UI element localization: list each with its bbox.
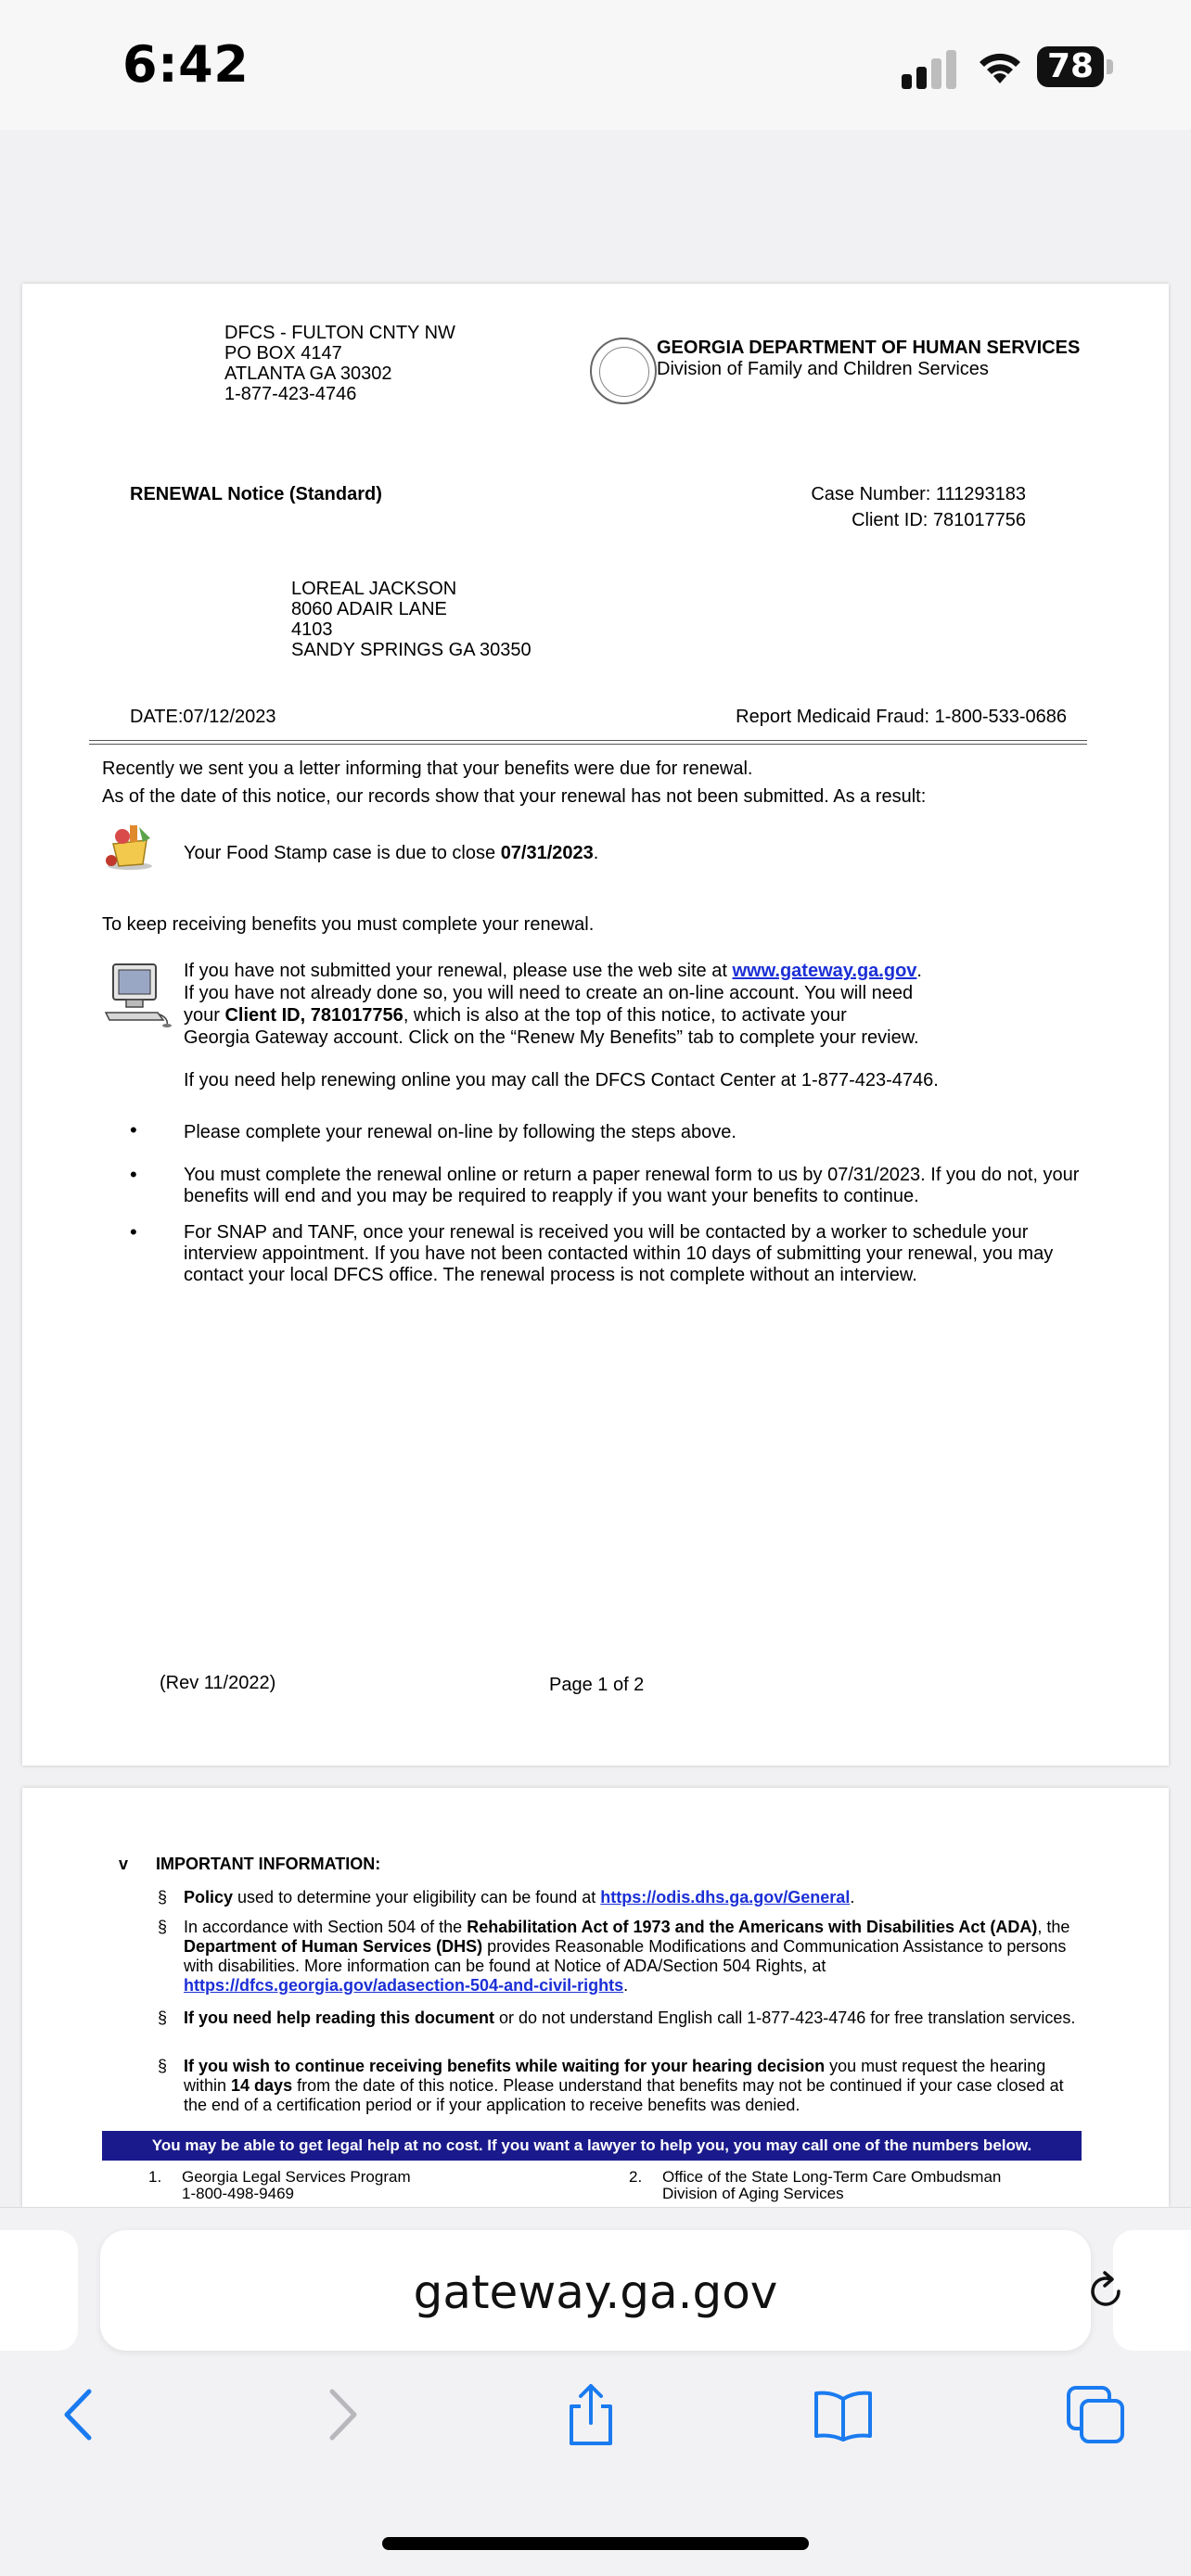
policy-link[interactable]: https://odis.dhs.ga.gov/General	[600, 1888, 851, 1906]
tabs-icon[interactable]	[1063, 2382, 1128, 2447]
recipient-name: LOREAL JACKSON	[291, 579, 457, 599]
translation-text: or do not understand English call 1-877-423-4746 for free translation services.	[494, 2009, 1076, 2027]
website-line-3-start: your	[184, 1005, 225, 1026]
back-icon[interactable]	[48, 2382, 113, 2447]
ada-period: .	[623, 1976, 629, 1995]
legal-1-phone: 1-800-498-9469	[182, 2185, 294, 2202]
legal-1-number: 1.	[148, 2168, 162, 2186]
list-marker: §	[158, 2009, 168, 2027]
bookmarks-icon[interactable]	[811, 2382, 876, 2447]
client-id: Client ID: 781017756	[852, 510, 1026, 530]
section-marker: v	[119, 1855, 129, 1873]
address-bar[interactable]	[100, 2230, 1091, 2351]
forward-icon[interactable]	[308, 2382, 373, 2447]
url-text[interactable]: gateway.ga.gov	[413, 2265, 778, 2319]
food-stamp-notice	[184, 843, 598, 863]
bullet-item-2: You must complete the renewal online or return a paper renewal form to us by 07/31/2023. If you do not, your benefits will end and you may be required to reapply if you want your benefits to continue.	[184, 1165, 1080, 1206]
hearing-text-b: from the date of this notice. Please understand that benefits may not be continued if your case closed at the end of a certification period or if your application to receive benefits was denied.	[184, 2076, 1064, 2114]
office-line-4: 1-877-423-4746	[224, 384, 357, 404]
translation-bold: If you need help reading this document	[184, 2009, 495, 2027]
bullet-item-1: Please complete your renewal on-line by following the steps above.	[184, 1122, 736, 1142]
previous-tab-preview[interactable]	[0, 2230, 78, 2351]
notice-date: DATE:07/12/2023	[130, 707, 276, 727]
bullet-dot: •	[130, 1163, 137, 1186]
ada-link[interactable]: https://dfcs.georgia.gov/adasection-504-and-civil-rights	[184, 1976, 624, 1995]
website-line-1	[184, 961, 922, 981]
client-id-bold: Client ID, 781017756	[224, 1005, 403, 1026]
ada-bold-dhs: Department of Human Services (DHS)	[184, 1937, 483, 1956]
website-line-3-end: , which is also at the top of this notice, to activate your	[403, 1005, 847, 1026]
office-line-3: ATLANTA GA 30302	[224, 363, 392, 384]
bullet-item-3: For SNAP and TANF, once your renewal is received you will be contacted by a worker to schedule your interview appointment. If you have not been contacted within 10 days of submitting your renewal, you may contact your local DFCS office. The renewal process is not complete without an interview.	[184, 1222, 1054, 1285]
help-online-text: If you need help renewing online you may call the DFCS Contact Center at 1-877-423-4746.	[184, 1070, 939, 1090]
important-heading: IMPORTANT INFORMATION:	[156, 1855, 381, 1873]
page-number: Page 1 of 2	[549, 1675, 645, 1695]
legal-2-sub: Division of Aging Services	[662, 2185, 844, 2202]
intro-line-2: As of the date of this notice, our records show that your renewal has not been submitted. As a result:	[102, 786, 927, 807]
legal-1-name: Georgia Legal Services Program	[182, 2168, 411, 2186]
list-marker: §	[158, 1888, 168, 1906]
status-bar	[0, 0, 1191, 130]
home-indicator[interactable]	[382, 2537, 809, 2550]
info-item-translation	[184, 2009, 1080, 2028]
website-period: .	[916, 961, 922, 981]
hearing-bold: If you wish to continue receiving benefits while waiting for your hearing decision	[184, 2057, 826, 2075]
food-stamp-text: Your Food Stamp case is due to close	[184, 843, 501, 863]
header-divider	[89, 740, 1087, 745]
battery-icon	[1037, 46, 1115, 87]
website-line-4: Georgia Gateway account. Click on the “Renew My Benefits” tab to complete your review.	[184, 1027, 919, 1048]
office-line-2: PO BOX 4147	[224, 343, 342, 363]
food-stamp-close-date: 07/31/2023	[500, 843, 594, 863]
ada-text-c: provides Reasonable Modifications and Communication Assistance to persons with disabilities. More information can be found at Notice of ADA/Section 504 Rights, at	[184, 1937, 1067, 1975]
legal-2-name: Office of the State Long-Term Care Ombudsman	[662, 2168, 1002, 2186]
share-icon[interactable]	[558, 2382, 623, 2447]
bullet-dot: •	[130, 1220, 137, 1243]
fraud-hotline: Report Medicaid Fraud: 1-800-533-0686	[736, 707, 1067, 727]
bullet-dot: •	[130, 1118, 137, 1141]
recipient-city: SANDY SPRINGS GA 30350	[291, 640, 531, 660]
info-item-policy	[184, 1888, 854, 1907]
hearing-text-a: you must request the hearing within	[184, 2057, 1046, 2095]
policy-period: .	[850, 1888, 855, 1906]
policy-bold: Policy	[184, 1888, 234, 1906]
legal-help-banner: You may be able to get legal help at no cost. If you want a lawyer to help you, you may call one of the numbers below.	[102, 2131, 1082, 2161]
document-page-2	[22, 1788, 1169, 2207]
battery-level: 78	[1037, 46, 1104, 87]
revision-note: (Rev 11/2022)	[160, 1673, 276, 1693]
food-basket-icon	[102, 820, 161, 872]
website-line-2: If you have not already done so, you will need to create an on-line account. You will need	[184, 983, 914, 1003]
computer-icon	[102, 961, 173, 1027]
recipient-unit: 4103	[291, 619, 333, 640]
case-number: Case Number: 111293183	[811, 484, 1026, 504]
document-page-1	[22, 284, 1169, 1766]
food-stamp-period: .	[593, 843, 599, 863]
office-line-1: DFCS - FULTON CNTY NW	[224, 323, 455, 343]
intro-line-1: Recently we sent you a letter informing that your benefits were due for renewal.	[102, 759, 753, 779]
agency-division: Division of Family and Children Services	[657, 359, 989, 379]
reload-icon[interactable]	[1082, 2267, 1130, 2315]
ada-bold-act: Rehabilitation Act of 1973 and the Americans with Disabilities Act (ADA)	[467, 1918, 1038, 1936]
list-marker: §	[158, 2057, 168, 2075]
notice-title: RENEWAL Notice (Standard)	[130, 484, 382, 504]
wifi-icon	[976, 46, 1024, 85]
keep-receiving-text: To keep receiving benefits you must complete your renewal.	[102, 914, 595, 935]
policy-text: used to determine your eligibility can be found at	[233, 1888, 601, 1906]
legal-2-number: 2.	[629, 2168, 643, 2186]
info-item-hearing	[184, 2057, 1080, 2115]
agency-name: GEORGIA DEPARTMENT OF HUMAN SERVICES	[657, 338, 1081, 358]
cellular-signal-icon	[902, 48, 957, 89]
browser-toolbar	[0, 2207, 1191, 2576]
hearing-days: 14 days	[231, 2076, 293, 2095]
georgia-seal-icon	[590, 338, 657, 404]
website-text: If you have not submitted your renewal, please use the web site at	[184, 961, 733, 981]
gateway-link[interactable]: www.gateway.ga.gov	[732, 961, 917, 981]
website-line-3	[184, 1005, 847, 1026]
info-item-ada	[184, 1918, 1080, 1996]
recipient-street: 8060 ADAIR LANE	[291, 599, 447, 619]
status-time: 6:42	[122, 35, 250, 94]
ada-text-b: , the	[1037, 1918, 1070, 1936]
list-marker: §	[158, 1918, 168, 1936]
ada-text-a: In accordance with Section 504 of the	[184, 1918, 467, 1936]
